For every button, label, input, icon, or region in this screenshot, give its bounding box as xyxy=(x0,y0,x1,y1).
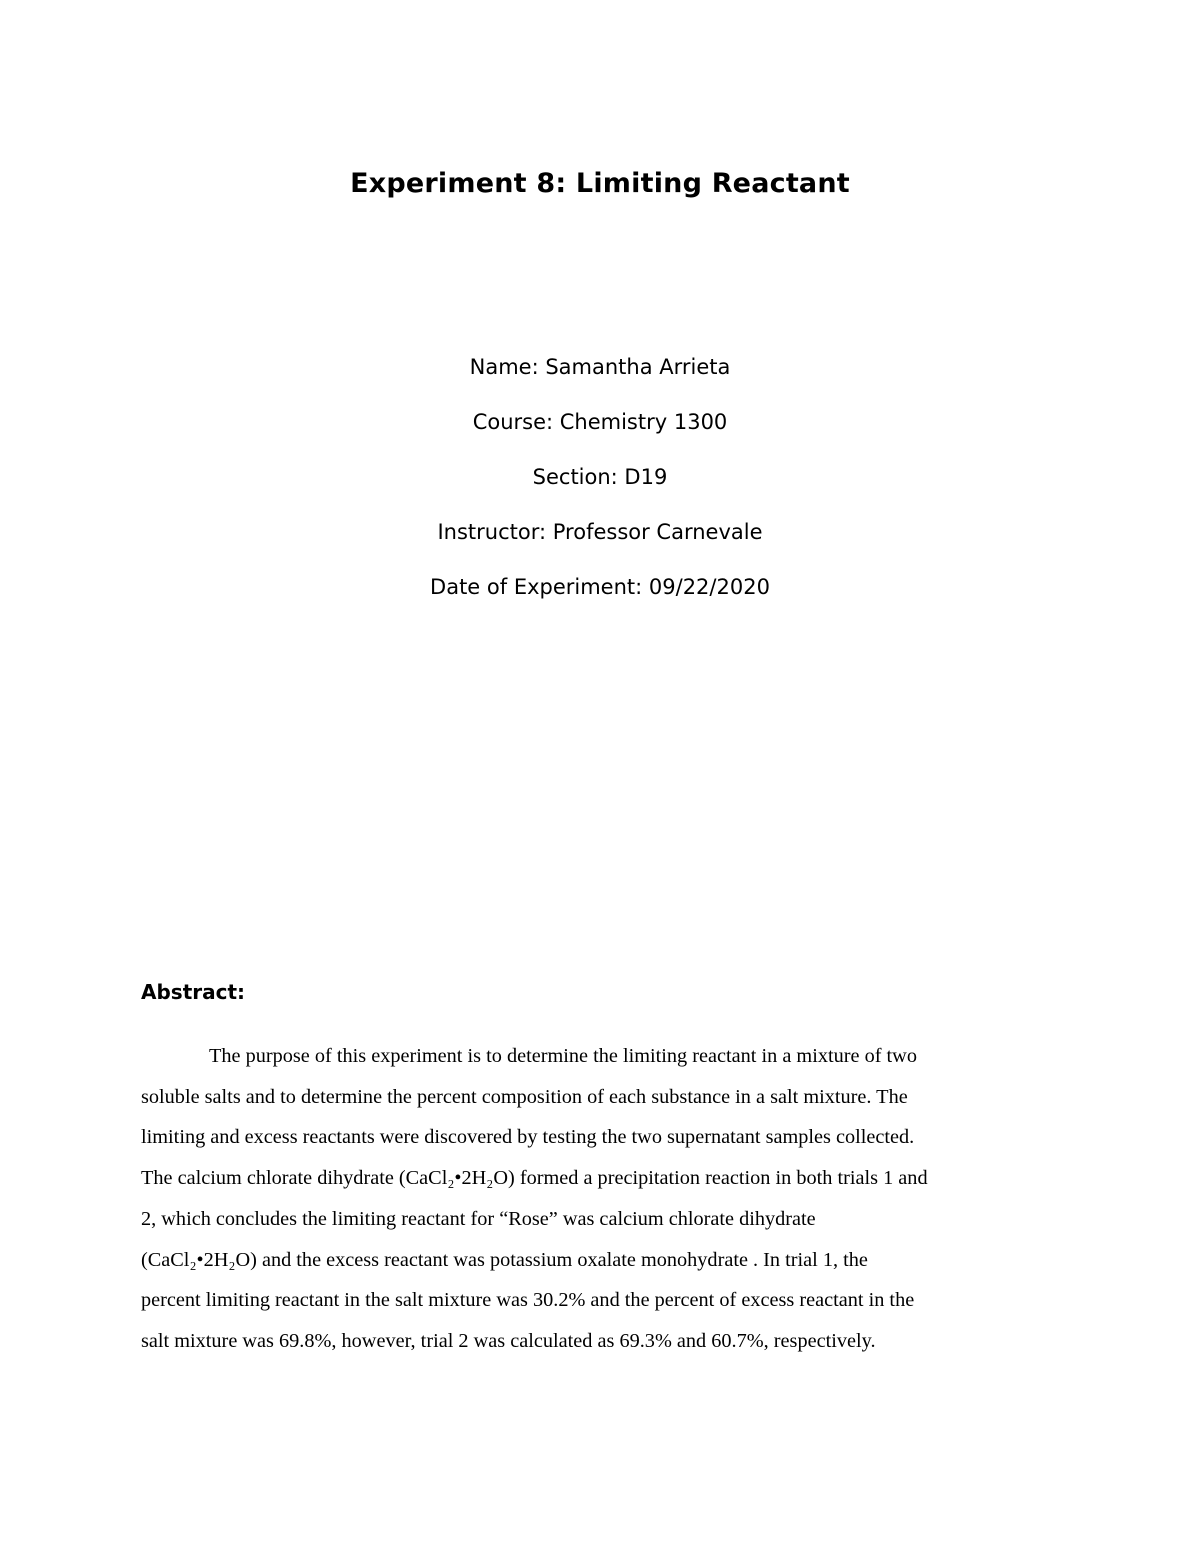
abstract-line: limiting and excess reactants were discovered by testing the two supernatant samples collected. xyxy=(141,1126,915,1149)
abstract-line: (CaCl₂•2H₂O) and the excess reactant was potassium oxalate monohydrate . In trial 1, the xyxy=(141,1248,868,1271)
name-line: Name: Samantha Arrieta xyxy=(469,355,731,379)
section-line: Section: D19 xyxy=(532,465,668,489)
course-line: Course: Chemistry 1300 xyxy=(472,410,728,434)
instructor-line: Instructor: Professor Carnevale xyxy=(437,520,763,544)
abstract-line: 2, which concludes the limiting reactant for “Rose” was calcium chlorate dihydrate xyxy=(141,1207,816,1230)
abstract-line: percent limiting reactant in the salt mixture was 30.2% and the percent of excess reactant in the xyxy=(141,1289,915,1312)
date-line: Date of Experiment: 09/22/2020 xyxy=(430,575,770,599)
document-title: Experiment 8: Limiting Reactant xyxy=(350,168,850,199)
abstract-line: salt mixture was 69.8%, however, trial 2 was calculated as 69.3% and 60.7%, respectively. xyxy=(141,1329,876,1352)
abstract-paragraph xyxy=(141,1036,1066,1362)
abstract-line: The purpose of this experiment is to determine the limiting reactant in a mixture of two xyxy=(209,1045,917,1067)
author-info-block xyxy=(0,352,1200,627)
abstract-line: soluble salts and to determine the percent composition of each substance in a salt mixture. The xyxy=(141,1085,908,1108)
abstract-line: The calcium chlorate dihydrate (CaCl₂•2H₂O) formed a precipitation reaction in both trials 1 and xyxy=(141,1167,928,1190)
abstract-heading: Abstract: xyxy=(141,980,246,1004)
